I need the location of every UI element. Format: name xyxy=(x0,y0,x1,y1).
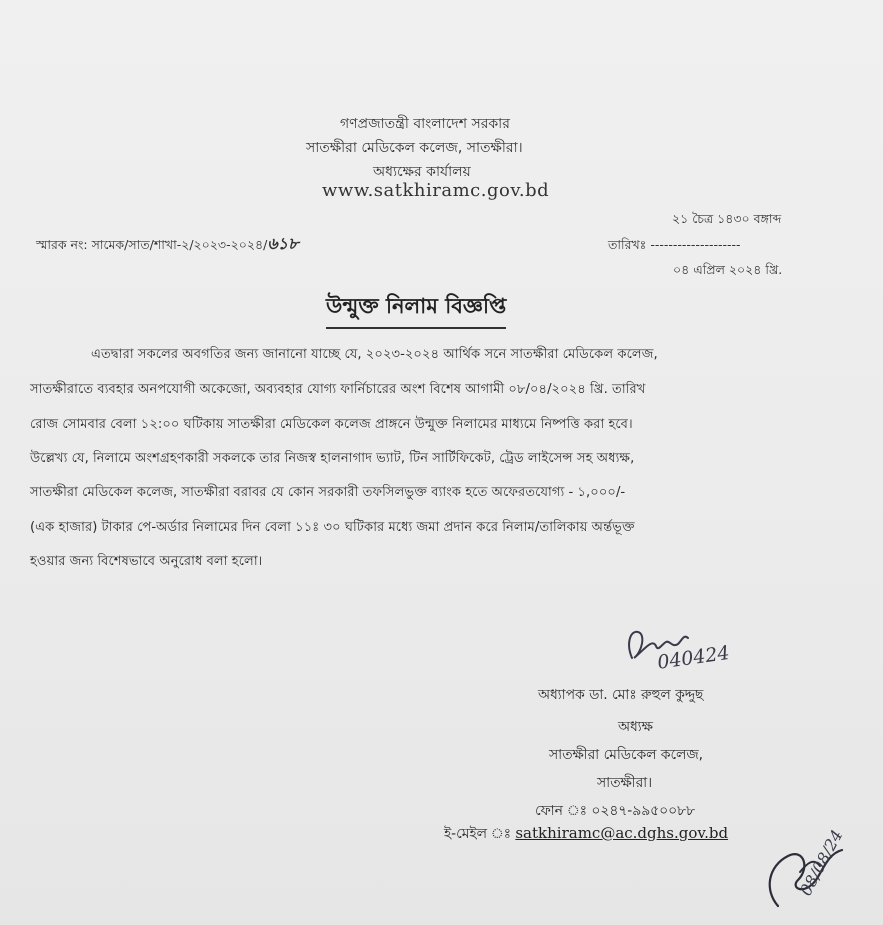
memo-date-label: তারিখঃ xyxy=(608,237,647,252)
office-heading: অধ্যক্ষের কার্যালয় xyxy=(373,164,471,180)
notice-title: উন্মুক্ত নিলাম বিজ্ঞপ্তি xyxy=(326,290,506,329)
memo-date-english: ০৪ এপ্রিল ২০২৪ খ্রি. xyxy=(673,262,783,277)
signatory-institution: সাতক্ষীরা মেডিকেল কলেজ, xyxy=(549,747,703,763)
notice-line: (এক হাজার) টাকার পে-অর্ডার নিলামের দিন বেলা ১১ঃ ৩০ ঘটিকার মধ্যে জমা প্রদান করে নিলাম/তালিকায় অর্ন্তভূক্ত xyxy=(30,520,635,535)
phone-label: ফোন ঃ xyxy=(535,803,588,819)
notice-line: রোজ সোমবার বেলা ১২:০০ ঘটিকায় সাতক্ষীরা মেডিকেল কলেজ প্রাঙ্গনে উন্মুক্ত নিলামের মাধ্যমে নিষ্পত্তি করা হবে। xyxy=(30,417,633,432)
signatory-city: সাতক্ষীরা। xyxy=(597,775,653,791)
signatory-designation: অধ্যক্ষ xyxy=(618,719,653,735)
memo-reference-text: স্মারক নং: সামেক/সাত/শাখা-২/২০২৩-২০২৪/ xyxy=(36,237,268,252)
institution-heading: সাতক্ষীরা মেডিকেল কলেজ, সাতক্ষীরা। xyxy=(306,140,523,156)
memo-date-separator: -------------------- xyxy=(650,237,741,252)
notice-line: এতদ্বারা সকলের অবগতির জন্য জানানো যাচ্ছে যে, ২০২৩-২০২৪ আর্থিক সনে সাতক্ষীরা মেডিকেল কলেজ, xyxy=(91,347,658,362)
email-label: ই-মেইল ঃ xyxy=(444,826,511,842)
notice-line: উল্লেখ্য যে, নিলামে অংশগ্রহণকারী সকলকে তার নিজস্ব হালনাগাদ ভ্যাট, টিন সার্টিফিকেট, ট্রেড লাইসেন্স সহ অধ্যক্ষ, xyxy=(30,451,635,466)
memo-reference xyxy=(36,231,298,258)
signatory-email xyxy=(444,822,728,846)
signature-date: 040424 xyxy=(656,641,731,674)
notice-line: সাতক্ষীরাতে ব্যবহার অনপযোগী অকেজো, অব্যবহার যোগ্য ফার্নিচারের অংশ বিশেষ আগামী ০৮/০৪/২০২৪ খ্রি. তারিখ xyxy=(30,382,646,397)
notice-line: সাতক্ষীরা মেডিকেল কলেজ, সাতক্ষীরা বরাবর যে কোন সরকারী তফসিলভুক্ত ব্যাংক হতে অফেরতযোগ্য - ১,০০০/- xyxy=(30,485,626,500)
memo-date-row xyxy=(608,237,741,257)
phone-number: ০২৪৭-৯৯৫০০৮৮ xyxy=(591,803,695,819)
government-heading: গণপ্রজাতন্ত্রী বাংলাদেশ সরকার xyxy=(340,116,510,132)
memo-reference-handwritten: ৬১৮ xyxy=(267,234,299,253)
memo-date-bangla: ২১ চৈত্র ১৪৩০ বঙ্গাব্দ xyxy=(672,211,782,226)
notice-line: হওয়ার জন্য বিশেষভাবে অনুরোধ বলা হলো। xyxy=(30,554,263,569)
signatory-name: অধ্যাপক ডা. মোঃ রুহুল কুদ্দুছ xyxy=(538,687,704,703)
email-link[interactable]: satkhiramc@ac.dghs.gov.bd xyxy=(515,824,729,842)
initial-date: 08/08/24 xyxy=(796,826,847,899)
website-url: www.satkhiramc.gov.bd xyxy=(322,180,550,201)
signatory-phone xyxy=(535,799,695,823)
